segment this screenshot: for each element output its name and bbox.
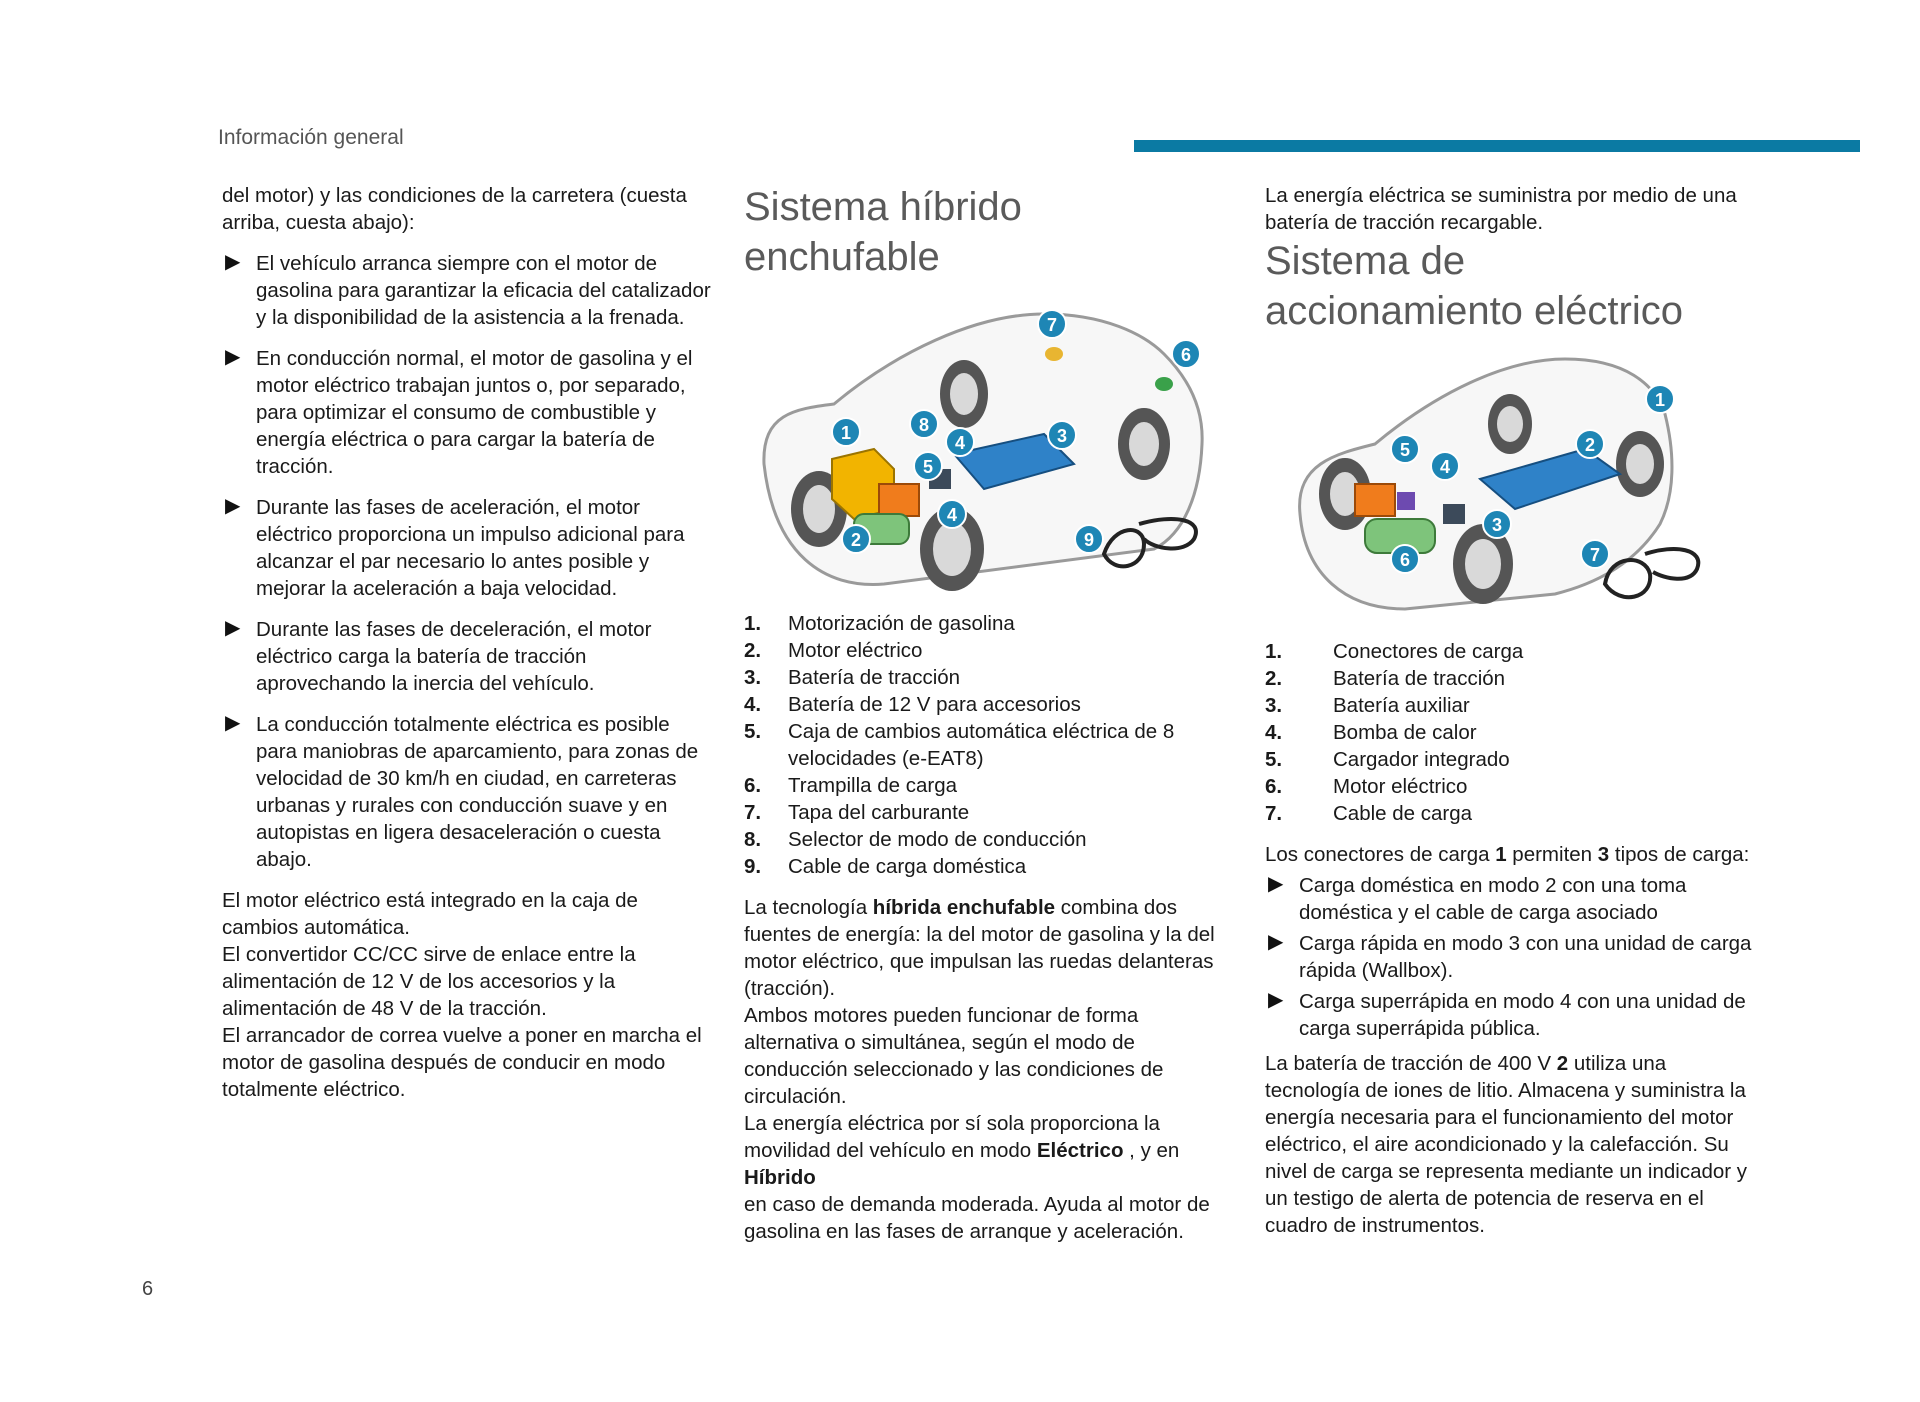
hybrid-system-title: Sistema híbrido enchufable: [744, 185, 1022, 279]
bullet-arrow-icon: ▶: [1268, 873, 1284, 895]
badge: [1581, 540, 1609, 568]
svg-text:1: 1: [840, 423, 852, 443]
bullet-arrow-icon: ▶: [225, 495, 241, 517]
charging-connectors-paragraph: Los conectores de carga 1 permiten 3 tipos de carga:: [1265, 843, 1750, 866]
gearbox: [879, 484, 919, 516]
list-item: ▶ Carga superrápida en modo 4 con una unidad de carga superrápida pública.: [1268, 989, 1746, 1040]
list-item: 3. Batería auxiliar: [1265, 694, 1470, 717]
hybrid-tech-paragraph: La tecnología híbrida enchufable combina dos fuentes de energía: la del motor de gasolina y la del motor eléctrico, que impulsan las ruedas delanteras (tracción).: [744, 896, 1215, 1000]
bullet-arrow-icon: ▶: [1268, 931, 1284, 953]
list-item: 3. Batería de tracción: [744, 666, 961, 689]
electric-car-illustration: [1265, 344, 1735, 634]
list-item: ▶ Carga doméstica en modo 2 con una toma doméstica y el cable de carga asociado: [1268, 873, 1687, 924]
bullet-arrow-icon: ▶: [225, 251, 241, 273]
heat-pump: [1397, 492, 1415, 510]
list-item: ▶ En conducción normal, el motor de gasolina y el motor eléctrico trabajan juntos o, por separado, para optimizar el consumo de combustible y energía eléctrica o para cargar la batería de tracción.: [225, 346, 693, 478]
list-item: ▶ Carga rápida en modo 3 con una unidad de carga rápida (Wallbox).: [1268, 931, 1752, 982]
bullet-arrow-icon: ▶: [225, 617, 241, 639]
list-item: 6. Motor eléctrico: [1265, 775, 1468, 798]
col1-paragraph: El motor eléctrico está integrado en la caja de cambios automática.: [222, 889, 638, 939]
list-item: 9. Cable de carga doméstica: [744, 855, 1027, 878]
list-item: 4. Bomba de calor: [1265, 721, 1477, 744]
hybrid-components-list: [744, 610, 1230, 880]
badge: [1483, 510, 1511, 538]
svg-text:2: 2: [850, 530, 862, 550]
badge: [1048, 421, 1076, 449]
list-item: 7. Tapa del carburante: [744, 801, 970, 824]
list-item: ▶ La conducción totalmente eléctrica es posible para maniobras de aparcamiento, para zonas de velocidad de 30 km/h en ciudad, en carreteras urbanas y rurales con conducción suave y en autopistas en ligera desaceleración o cuesta abajo.: [225, 712, 699, 871]
page-number: 6: [142, 1278, 154, 1300]
header-accent-bar: [1134, 140, 1860, 152]
list-item: 2. Motor eléctrico: [744, 639, 923, 662]
badge: [938, 500, 966, 528]
svg-text:4: 4: [946, 505, 958, 525]
list-item: ▶ Durante las fases de aceleración, el motor eléctrico proporciona un impulso adicional para alcanzar el par necesario lo antes posible y mejorar la aceleración a baja velocidad.: [225, 495, 685, 600]
svg-text:9: 9: [1083, 530, 1095, 550]
svg-text:7: 7: [1046, 315, 1058, 335]
svg-text:5: 5: [922, 457, 934, 477]
list-item: 5. Caja de cambios automática eléctrica de 8 velocidades (e-EAT8): [744, 720, 1175, 770]
svg-text:7: 7: [1589, 545, 1601, 565]
list-item: 8. Selector de modo de conducción: [744, 828, 1087, 851]
svg-text:4: 4: [1439, 457, 1451, 477]
bullet-arrow-icon: ▶: [225, 712, 241, 734]
auxiliary-battery: [1443, 504, 1465, 524]
col1-bullet-list: [222, 250, 712, 873]
bullet-arrow-icon: ▶: [1268, 989, 1284, 1011]
traction-battery-paragraph: La batería de tracción de 400 V 2 utiliza una tecnología de iones de litio. Almacena y suministra la energía necesaria para el funcionamiento del motor eléctrico, el aire acondicionado y la calefacción. Su nivel de carga se representa mediante un indicador y un testigo de alerta de potencia de reserva en el cuadro de instrumentos.: [1265, 1052, 1748, 1237]
list-item: 1. Conectores de carga: [1265, 640, 1524, 663]
badge: [1038, 310, 1066, 338]
col2-paragraph: La energía eléctrica por sí sola proporciona la movilidad del vehículo en modo Eléctrico , y en Híbrido: [744, 1112, 1180, 1189]
svg-text:4: 4: [954, 433, 966, 453]
hybrid-car-diagram: [744, 294, 1230, 604]
col2-paragraph: en caso de demanda moderada. Ayuda al motor de gasolina en las fases de arranque y aceleración.: [744, 1193, 1210, 1243]
svg-text:3: 3: [1056, 426, 1068, 446]
badge: [1576, 430, 1604, 458]
svg-text:6: 6: [1180, 345, 1192, 365]
svg-text:1: 1: [1654, 390, 1666, 410]
fuel-cap: [1045, 347, 1063, 361]
hybrid-car-illustration: [744, 294, 1230, 604]
svg-text:6: 6: [1399, 550, 1411, 570]
list-item: ▶ El vehículo arranca siempre con el motor de gasolina para garantizar la eficacia del catalizador y la disponibilidad de la asistencia a la frenada.: [225, 251, 711, 329]
badge: [1646, 385, 1674, 413]
onboard-charger: [1355, 484, 1395, 516]
column-2: [744, 182, 1230, 1245]
bullet-arrow-icon: ▶: [225, 346, 241, 368]
electric-components-list: [1265, 638, 1755, 827]
badge: [1431, 452, 1459, 480]
col3-intro: La energía eléctrica se suministra por medio de una batería de tracción recargable.: [1265, 184, 1737, 234]
column-3: [1265, 182, 1755, 1239]
header-section-title: Información general: [218, 126, 404, 149]
col1-intro: del motor) y las condiciones de la carretera (cuesta arriba, cuesta abajo):: [222, 184, 687, 234]
badge: [1075, 525, 1103, 553]
charge-flap: [1155, 377, 1173, 391]
list-item: 7. Cable de carga: [1265, 802, 1473, 825]
col1-paragraph: El arrancador de correa vuelve a poner en marcha el motor de gasolina después de conducir en modo totalmente eléctrico.: [222, 1024, 702, 1101]
badge: [1172, 340, 1200, 368]
svg-text:8: 8: [918, 415, 930, 435]
badge: [1391, 545, 1419, 573]
badge: [914, 452, 942, 480]
col1-paragraph: El convertidor CC/CC sirve de enlace entre la alimentación de 12 V de los accesorios y la alimentación de 48 V de la tracción.: [222, 943, 636, 1020]
badge: [910, 410, 938, 438]
list-item: 6. Trampilla de carga: [744, 774, 958, 797]
svg-text:5: 5: [1399, 440, 1411, 460]
svg-text:2: 2: [1584, 435, 1596, 455]
badge: [842, 525, 870, 553]
col2-paragraph: Ambos motores pueden funcionar de forma alternativa o simultánea, según el modo de conducción seleccionado y las condiciones de circulación.: [744, 1004, 1164, 1108]
electric-car-diagram: [1265, 344, 1755, 634]
badge: [832, 418, 860, 446]
list-item: 1. Motorización de gasolina: [744, 612, 1015, 635]
charging-modes-list: [1265, 872, 1755, 1042]
list-item: 5. Cargador integrado: [1265, 748, 1510, 771]
column-1: [222, 182, 712, 1103]
badge: [946, 428, 974, 456]
list-item: 2. Batería de tracción: [1265, 667, 1506, 690]
list-item: ▶ Durante las fases de deceleración, el motor eléctrico carga la batería de tracción aprovechando la inercia del vehículo.: [225, 617, 652, 695]
electric-drive-title: Sistema de accionamiento eléctrico: [1265, 239, 1683, 333]
svg-text:3: 3: [1491, 515, 1503, 535]
list-item: 4. Batería de 12 V para accesorios: [744, 693, 1081, 716]
badge: [1391, 435, 1419, 463]
